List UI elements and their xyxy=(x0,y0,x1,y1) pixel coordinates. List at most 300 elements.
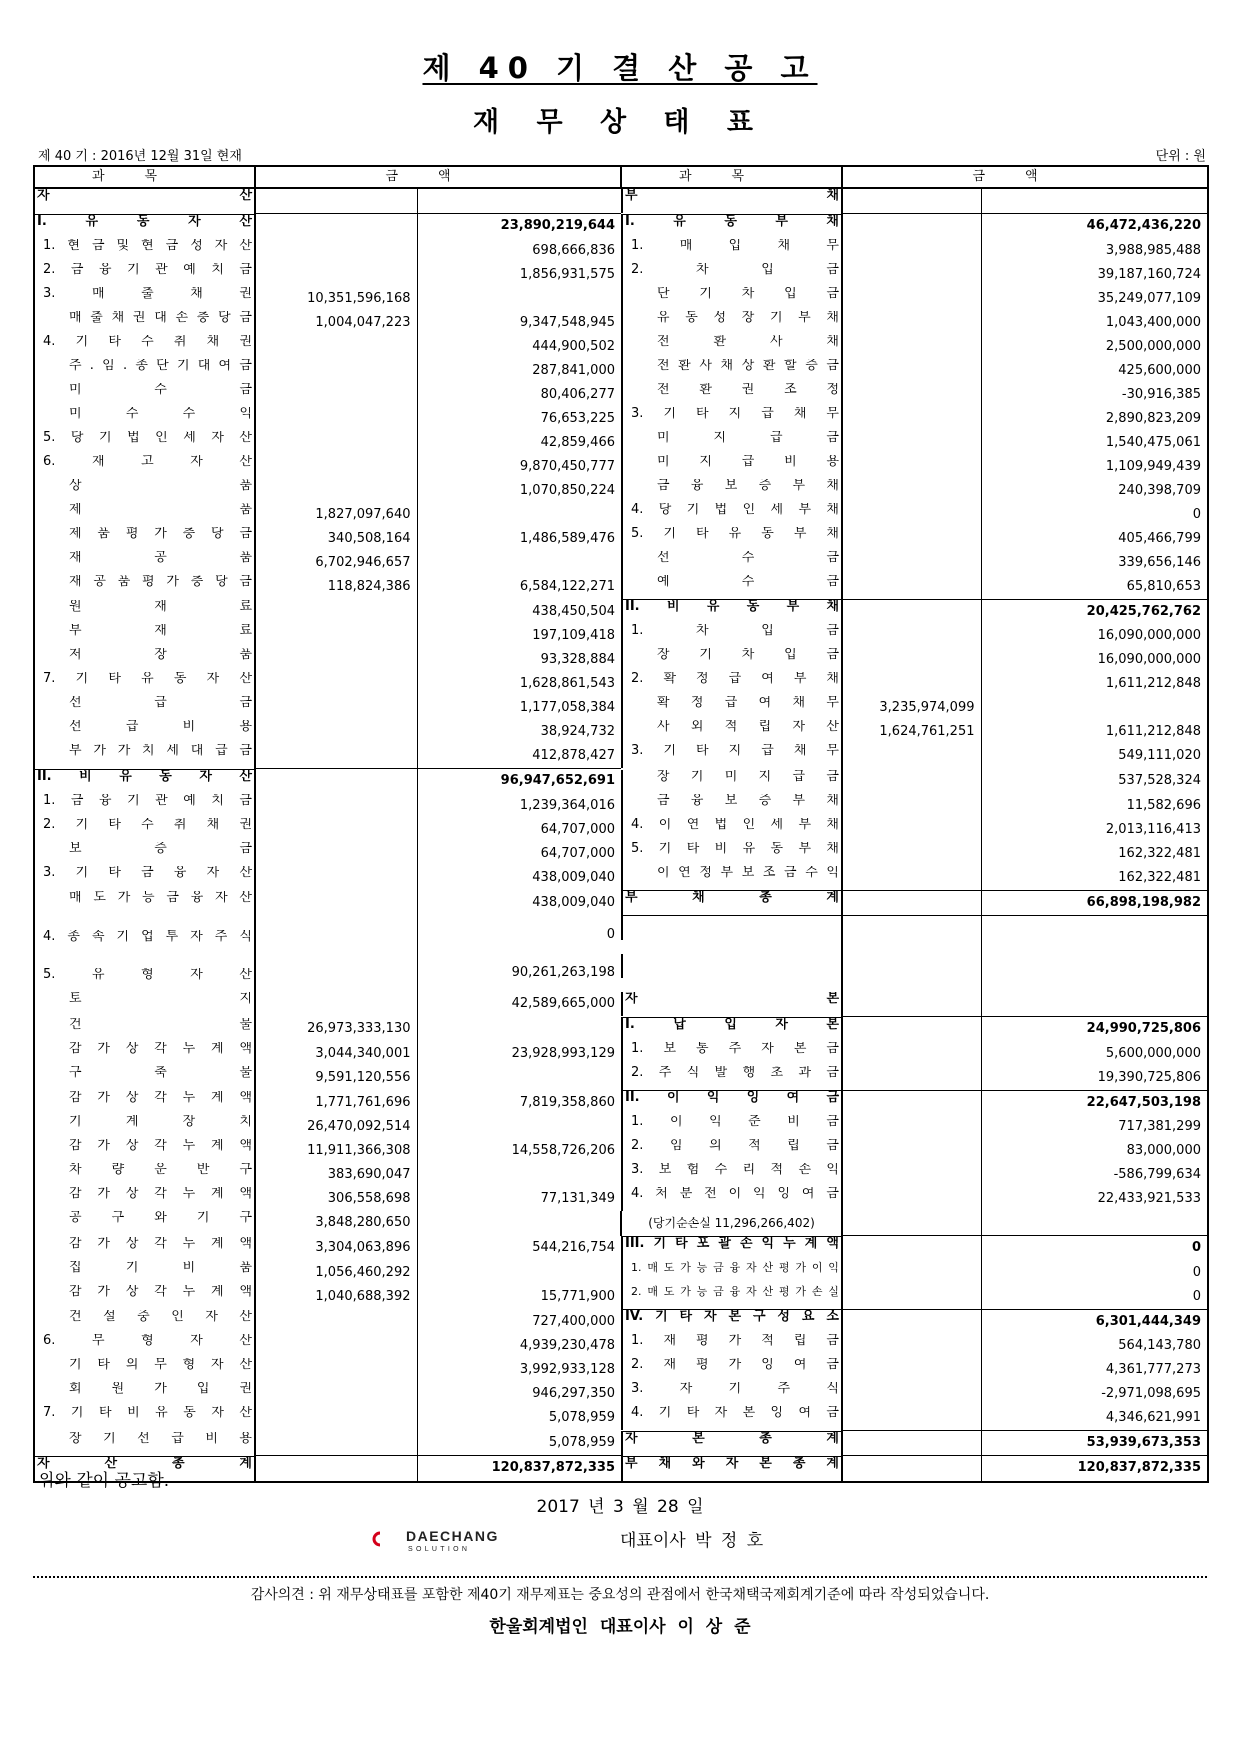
asset-amount xyxy=(417,287,621,311)
asset-account-label: 공 구 와 기 구 xyxy=(69,1211,252,1225)
liability-sub-amount xyxy=(842,842,981,866)
asset-account-label: 6. 무 형 자 산 xyxy=(43,1334,252,1348)
liability-account-label: I. 납 입 자 본 xyxy=(621,1017,841,1042)
asset-account-label: 기 타 의 무 형 자 산 xyxy=(69,1358,252,1372)
liability-amount xyxy=(981,992,1208,1017)
liability-sub-amount xyxy=(842,794,981,818)
table-row xyxy=(34,359,1208,383)
asset-sub-amount xyxy=(255,1358,417,1382)
asset-sub-amount xyxy=(255,720,417,744)
liability-account-label: 사 외 적 립 자 산 xyxy=(621,720,841,744)
liability-account-label xyxy=(621,954,841,978)
liability-amount: 16,090,000,000 xyxy=(981,624,1208,648)
asset-account-label: 3. 기 타 금 융 자 산 xyxy=(43,865,252,880)
table-row xyxy=(34,1187,1208,1211)
asset-account-label: 미 수 금 xyxy=(69,382,252,397)
liability-sub-amount xyxy=(842,1309,981,1334)
liability-account-label: 2. 주 식 발 행 초 과 금 xyxy=(621,1066,841,1090)
asset-account-label: 4. 기 타 수 취 채 권 xyxy=(43,334,252,349)
asset-amount: 946,297,350 xyxy=(417,1382,621,1406)
asset-account-label: 보 증 금 xyxy=(69,841,252,856)
asset-account-label: 감 가 상 각 누 계 액 xyxy=(69,1041,252,1056)
liability-sub-amount xyxy=(842,1261,981,1285)
asset-account-label: 6. 재 고 자 산 xyxy=(43,454,252,469)
table-row xyxy=(34,287,1208,311)
header-item-liabilities: 과목 xyxy=(621,166,842,188)
liability-amount xyxy=(981,188,1208,214)
liability-account-label: 예 수 금 xyxy=(621,575,841,599)
liability-account-label: 전 환 사 채 상 환 할 증 금 xyxy=(621,359,841,383)
asset-amount: 1,856,931,575 xyxy=(417,263,621,287)
asset-amount xyxy=(417,1211,621,1236)
liability-account-label: 금 융 보 증 부 채 xyxy=(621,479,841,503)
dotted-divider xyxy=(33,1576,1207,1578)
liability-sub-amount xyxy=(842,1406,981,1431)
liability-sub-amount: 3,235,974,099 xyxy=(842,696,981,720)
liability-sub-amount xyxy=(842,407,981,431)
liability-amount: 162,322,481 xyxy=(981,866,1208,891)
asset-amount: 1,177,058,384 xyxy=(417,696,621,720)
asset-account-label: II. 비 유 동 자 산 xyxy=(35,769,254,794)
asset-amount: 38,924,732 xyxy=(417,720,621,744)
company-logo xyxy=(368,1524,528,1554)
equity-note: (당기순손실 11,296,266,402) xyxy=(621,1211,842,1236)
liability-account-label: 금 융 보 증 부 채 xyxy=(621,794,841,818)
table-row xyxy=(34,1431,1208,1456)
table-row xyxy=(34,818,1208,842)
asset-amount: 444,900,502 xyxy=(417,335,621,359)
unit-label: 단위 : 원 xyxy=(1155,149,1206,164)
asset-sub-amount: 26,973,333,130 xyxy=(255,1017,417,1042)
liability-amount: 339,656,146 xyxy=(981,551,1208,575)
asset-amount: 438,009,040 xyxy=(417,866,621,891)
liability-amount: 6,301,444,349 xyxy=(981,1309,1208,1334)
asset-account-label: 건 설 중 인 자 산 xyxy=(69,1310,252,1324)
balance-sheet-table xyxy=(33,165,1209,1483)
asset-sub-amount: 3,044,340,001 xyxy=(255,1042,417,1066)
liability-sub-amount xyxy=(842,648,981,672)
liability-amount: 2,500,000,000 xyxy=(981,335,1208,359)
liability-account-label: 3. 보 험 수 리 적 손 익 xyxy=(621,1163,841,1187)
liability-account-label: 3. 기 타 지 급 채 무 xyxy=(621,407,841,431)
liability-amount: 0 xyxy=(981,503,1208,527)
liability-account-label: 부 채 와 자 본 총 계 xyxy=(621,1456,841,1481)
asset-account-label: 감 가 상 각 누 계 액 xyxy=(69,1187,252,1201)
asset-sub-amount xyxy=(255,1382,417,1406)
asset-account-label: 1. 금 융 기 관 예 치 금 xyxy=(43,793,252,808)
liability-amount: 65,810,653 xyxy=(981,575,1208,600)
liability-amount: -30,916,385 xyxy=(981,383,1208,407)
asset-account-label: 제 품 xyxy=(69,502,252,517)
asset-amount: 23,928,993,129 xyxy=(417,1042,621,1066)
table-row xyxy=(34,1334,1208,1358)
asset-amount: 90,261,263,198 xyxy=(417,954,621,992)
liability-account-label: 자 본 총 계 xyxy=(621,1431,841,1456)
asset-amount xyxy=(417,1163,621,1187)
table-row xyxy=(34,527,1208,551)
liability-account-label: 미 지 급 비 용 xyxy=(621,455,841,479)
liability-amount: 537,528,324 xyxy=(981,769,1208,794)
asset-amount: 698,666,836 xyxy=(417,239,621,263)
asset-account-label: 차 량 운 반 구 xyxy=(69,1163,252,1177)
asset-amount: 1,486,589,476 xyxy=(417,527,621,551)
asset-amount: 412,878,427 xyxy=(417,744,621,769)
liability-account-label: 1. 보 통 주 자 본 금 xyxy=(621,1042,841,1066)
liability-account-label: 1. 매 입 채 무 xyxy=(621,239,841,263)
table-row xyxy=(34,744,1208,769)
liability-amount: 240,398,709 xyxy=(981,479,1208,503)
asset-sub-amount: 1,004,047,223 xyxy=(255,311,417,335)
asset-amount: 5,078,959 xyxy=(417,1406,621,1431)
asset-amount: 5,078,959 xyxy=(417,1431,621,1456)
asset-sub-amount xyxy=(255,992,417,1017)
period-label: 제 40 기 : 2016년 12월 31일 현재 xyxy=(38,149,242,164)
audit-opinion: 감사의견 : 위 재무상태표를 포함한 제40기 재무제표는 중요성의 관점에서 한국채택국제회계기준에 따라 작성되었습니다. xyxy=(250,1587,990,1603)
liability-sub-amount xyxy=(842,503,981,527)
asset-amount: 197,109,418 xyxy=(417,624,621,648)
table-row xyxy=(34,915,1208,954)
liability-account-label: II. 이 익 잉 여 금 xyxy=(621,1090,841,1115)
asset-amount: 0 xyxy=(417,915,621,954)
table-row xyxy=(34,890,1208,915)
asset-amount: 23,890,219,644 xyxy=(417,214,621,239)
liability-account-label: 2. 임 의 적 립 금 xyxy=(621,1139,841,1163)
liability-sub-amount xyxy=(842,769,981,794)
liability-sub-amount xyxy=(842,624,981,648)
liability-sub-amount xyxy=(842,1163,981,1187)
liability-account-label: 부 채 총 계 xyxy=(621,890,841,915)
asset-sub-amount: 1,771,761,696 xyxy=(255,1090,417,1115)
table-row xyxy=(34,672,1208,696)
liability-amount: 120,837,872,335 xyxy=(981,1456,1208,1482)
asset-amount xyxy=(417,1261,621,1285)
header-item-assets: 과목 xyxy=(34,166,255,188)
asset-sub-amount: 1,827,097,640 xyxy=(255,503,417,527)
asset-account-label: 감 가 상 각 누 계 액 xyxy=(69,1091,252,1105)
table-row xyxy=(34,866,1208,891)
asset-sub-amount xyxy=(255,648,417,672)
liability-account-label: 자 본 xyxy=(621,992,841,1016)
asset-amount: 42,859,466 xyxy=(417,431,621,455)
asset-sub-amount xyxy=(255,954,417,992)
liability-sub-amount xyxy=(842,1090,981,1115)
liability-sub-amount xyxy=(842,890,981,915)
liability-amount: 1,611,212,848 xyxy=(981,720,1208,744)
liability-account-label: 이 연 정 부 보 조 금 수 익 xyxy=(621,866,841,890)
asset-sub-amount: 3,848,280,650 xyxy=(255,1211,417,1236)
liability-sub-amount xyxy=(842,359,981,383)
asset-amount: 93,328,884 xyxy=(417,648,621,672)
liability-account-label: 미 지 급 금 xyxy=(621,431,841,455)
liability-sub-amount xyxy=(842,1042,981,1066)
asset-amount: 3,992,933,128 xyxy=(417,1358,621,1382)
liability-sub-amount xyxy=(842,1358,981,1382)
liability-account-label: 전 환 사 채 xyxy=(621,335,841,359)
asset-account-label: 자 산 xyxy=(37,189,252,203)
announcement-date: 2017 년 3 월 28 일 xyxy=(536,1497,704,1517)
audit-firm: 한울회계법인 대표이사 이 상 준 xyxy=(489,1617,751,1637)
liability-sub-amount xyxy=(842,1066,981,1091)
logo-wordmark: DAECHANG xyxy=(406,1528,499,1544)
asset-amount: 80,406,277 xyxy=(417,383,621,407)
asset-sub-amount: 1,056,460,292 xyxy=(255,1261,417,1285)
asset-sub-amount xyxy=(255,335,417,359)
asset-account-label: 2. 기 타 수 취 채 권 xyxy=(43,817,252,832)
liability-amount: 1,043,400,000 xyxy=(981,311,1208,335)
asset-sub-amount xyxy=(255,1309,417,1334)
asset-sub-amount xyxy=(255,407,417,431)
liability-account-label: 부 채 xyxy=(621,189,841,213)
liability-amount: 20,425,762,762 xyxy=(981,599,1208,624)
table-row xyxy=(34,1382,1208,1406)
liability-account-label: 장 기 차 입 금 xyxy=(621,648,841,672)
liability-account-label: II. 비 유 동 부 채 xyxy=(621,599,841,624)
asset-amount: 76,653,225 xyxy=(417,407,621,431)
announcement-statement: 위와 같이 공고함. xyxy=(38,1471,170,1491)
table-row xyxy=(34,239,1208,263)
table-row xyxy=(34,1066,1208,1091)
liability-amount: 717,381,299 xyxy=(981,1115,1208,1139)
table-row xyxy=(34,479,1208,503)
asset-account-label: 부 가 가 치 세 대 급 금 xyxy=(69,744,252,758)
liability-account-label: III. 기 타 포 괄 손 익 누 계 액 xyxy=(621,1236,841,1261)
liability-amount: 0 xyxy=(981,1285,1208,1310)
table-row xyxy=(34,992,1208,1017)
liability-sub-amount xyxy=(842,672,981,696)
asset-amount: 727,400,000 xyxy=(417,1309,621,1334)
liability-amount: 564,143,780 xyxy=(981,1334,1208,1358)
liability-account-label: 전 환 권 조 정 xyxy=(621,383,841,407)
asset-account-label: 토 지 xyxy=(69,992,252,1006)
table-row xyxy=(34,599,1208,624)
liability-amount: -586,799,634 xyxy=(981,1163,1208,1187)
asset-sub-amount xyxy=(255,263,417,287)
asset-amount xyxy=(417,503,621,527)
liability-account-label: 3. 기 타 지 급 채 무 xyxy=(621,744,841,768)
liability-account-label: 4. 이 연 법 인 세 부 채 xyxy=(621,818,841,842)
table-row xyxy=(34,1139,1208,1163)
asset-sub-amount: 6,702,946,657 xyxy=(255,551,417,575)
asset-account-label: 재 공 품 xyxy=(69,550,252,565)
liability-sub-amount xyxy=(842,915,981,954)
liability-sub-amount xyxy=(842,1334,981,1358)
table-row xyxy=(34,263,1208,287)
asset-amount: 42,589,665,000 xyxy=(417,992,621,1017)
table-row xyxy=(34,1406,1208,1431)
table-row xyxy=(34,407,1208,431)
liability-amount: 3,988,985,488 xyxy=(981,239,1208,263)
liability-amount: 1,109,949,439 xyxy=(981,455,1208,479)
asset-account-label: 건 물 xyxy=(69,1017,252,1032)
liability-account-label: 5. 기 타 유 동 부 채 xyxy=(621,527,841,551)
liability-sub-amount xyxy=(842,527,981,551)
table-row xyxy=(34,1236,1208,1261)
liability-amount: 549,111,020 xyxy=(981,744,1208,769)
table-row xyxy=(34,1456,1208,1482)
liability-amount: 2,890,823,209 xyxy=(981,407,1208,431)
liability-sub-amount xyxy=(842,188,981,214)
asset-account-label: 재 공 품 평 가 충 당 금 xyxy=(69,574,252,589)
table-row xyxy=(34,455,1208,479)
liability-amount: 5,600,000,000 xyxy=(981,1042,1208,1066)
liability-amount: 4,346,621,991 xyxy=(981,1406,1208,1431)
liability-amount: 35,249,077,109 xyxy=(981,287,1208,311)
asset-sub-amount: 1,040,688,392 xyxy=(255,1285,417,1310)
liability-account-label: 2. 매 도 가 능 금 융 자 산 평 가 손 실 xyxy=(621,1285,841,1309)
table-row xyxy=(34,335,1208,359)
asset-amount: 96,947,652,691 xyxy=(417,769,621,794)
liability-sub-amount xyxy=(842,1211,981,1236)
page-title: 제 40 기 결 산 공 고 xyxy=(422,51,818,85)
liability-account-label: 1. 이 익 준 비 금 xyxy=(621,1115,841,1139)
liability-account-label: 1. 재 평 가 적 립 금 xyxy=(621,1334,841,1358)
liability-sub-amount xyxy=(842,818,981,842)
asset-amount: 544,216,754 xyxy=(417,1236,621,1261)
asset-amount: 4,939,230,478 xyxy=(417,1334,621,1358)
asset-amount: 1,239,364,016 xyxy=(417,794,621,818)
table-row xyxy=(34,1309,1208,1334)
asset-sub-amount: 11,911,366,308 xyxy=(255,1139,417,1163)
asset-amount: 15,771,900 xyxy=(417,1285,621,1310)
asset-account-label: 감 가 상 각 누 계 액 xyxy=(69,1139,252,1153)
liability-sub-amount xyxy=(842,1139,981,1163)
liability-amount: 53,939,673,353 xyxy=(981,1431,1208,1456)
asset-amount xyxy=(417,1017,621,1042)
liability-amount: 405,466,799 xyxy=(981,527,1208,551)
asset-amount: 77,131,349 xyxy=(417,1187,621,1211)
asset-account-label: 감 가 상 각 누 계 액 xyxy=(69,1236,252,1251)
table-row xyxy=(34,1042,1208,1066)
liability-account-label: 확 정 급 여 채 무 xyxy=(621,696,841,720)
asset-sub-amount xyxy=(255,359,417,383)
asset-amount xyxy=(417,551,621,575)
asset-sub-amount xyxy=(255,1456,417,1482)
asset-sub-amount xyxy=(255,1431,417,1456)
liability-amount: 19,390,725,806 xyxy=(981,1066,1208,1091)
asset-account-label: 선 급 비 용 xyxy=(69,720,252,734)
asset-sub-amount xyxy=(255,383,417,407)
asset-sub-amount xyxy=(255,239,417,263)
liability-sub-amount xyxy=(842,954,981,992)
liability-account-label: 2. 재 평 가 잉 여 금 xyxy=(621,1358,841,1382)
asset-sub-amount: 383,690,047 xyxy=(255,1163,417,1187)
liability-amount: 11,582,696 xyxy=(981,794,1208,818)
liability-account-label: 4. 기 타 자 본 잉 여 금 xyxy=(621,1406,841,1430)
table-row xyxy=(34,954,1208,992)
asset-amount: 7,819,358,860 xyxy=(417,1090,621,1115)
liability-sub-amount xyxy=(842,551,981,575)
liability-amount: 22,433,921,533 xyxy=(981,1187,1208,1211)
liability-sub-amount xyxy=(842,1285,981,1310)
liability-sub-amount xyxy=(842,479,981,503)
liability-account-label: 4. 당 기 법 인 세 부 채 xyxy=(621,503,841,527)
asset-amount: 438,009,040 xyxy=(417,890,621,915)
liability-sub-amount xyxy=(842,455,981,479)
table-row xyxy=(34,1285,1208,1310)
asset-amount: 14,558,726,206 xyxy=(417,1139,621,1163)
liability-sub-amount xyxy=(842,383,981,407)
table-row xyxy=(34,1163,1208,1187)
asset-sub-amount xyxy=(255,479,417,503)
liability-account-label xyxy=(621,915,841,940)
asset-sub-amount xyxy=(255,915,417,954)
table-row xyxy=(34,311,1208,335)
liability-amount: 0 xyxy=(981,1236,1208,1261)
liability-sub-amount xyxy=(842,287,981,311)
liability-sub-amount xyxy=(842,263,981,287)
asset-account-label: 4. 종 속 기 업 투 자 주 식 xyxy=(43,930,252,944)
liability-account-label: 장 기 미 지 급 금 xyxy=(621,770,841,794)
liability-sub-amount xyxy=(842,992,981,1017)
liability-account-label: 2. 확 정 급 여 부 채 xyxy=(621,672,841,696)
table-row xyxy=(34,842,1208,866)
table-row xyxy=(34,720,1208,744)
asset-sub-amount xyxy=(255,431,417,455)
asset-amount xyxy=(417,188,621,214)
liability-sub-amount xyxy=(842,214,981,239)
table-row xyxy=(34,575,1208,600)
table-row xyxy=(34,769,1208,794)
header-amount-liabilities: 금액 xyxy=(842,166,1208,188)
asset-amount xyxy=(417,1066,621,1091)
table-row xyxy=(34,794,1208,818)
header-amount-assets: 금액 xyxy=(255,166,621,188)
asset-account-label: 구 축 물 xyxy=(69,1065,252,1080)
asset-sub-amount xyxy=(255,214,417,239)
liability-amount: 4,361,777,273 xyxy=(981,1358,1208,1382)
asset-account-label: 7. 기 타 유 동 자 산 xyxy=(43,672,252,686)
table-row xyxy=(34,1211,1208,1236)
liability-account-label: 1. 매 도 가 능 금 융 자 산 평 가 이 익 xyxy=(621,1261,841,1285)
liability-account-label: I. 유 동 부 채 xyxy=(621,214,841,239)
asset-sub-amount xyxy=(255,744,417,769)
asset-account-label: 1. 현 금 및 현 금 성 자 산 xyxy=(43,238,252,253)
table-row xyxy=(34,503,1208,527)
asset-sub-amount xyxy=(255,842,417,866)
statement-title: 재 무 상 태 표 xyxy=(472,107,767,138)
liability-amount: 2,013,116,413 xyxy=(981,818,1208,842)
liability-amount: -2,971,098,695 xyxy=(981,1382,1208,1406)
asset-amount: 6,584,122,271 xyxy=(417,575,621,600)
liability-account-label: 1. 차 입 금 xyxy=(621,624,841,648)
asset-account-label: 장 기 선 급 비 용 xyxy=(69,1431,252,1446)
asset-account-label: 5. 유 형 자 산 xyxy=(43,968,252,982)
liability-amount: 39,187,160,724 xyxy=(981,263,1208,287)
asset-sub-amount xyxy=(255,818,417,842)
liability-amount: 16,090,000,000 xyxy=(981,648,1208,672)
asset-amount: 120,837,872,335 xyxy=(417,1456,621,1482)
asset-account-label: 회 원 가 입 권 xyxy=(69,1382,252,1396)
table-row xyxy=(34,624,1208,648)
table-row xyxy=(34,188,1208,214)
asset-sub-amount xyxy=(255,1334,417,1358)
asset-account-label: 3. 매 출 채 권 xyxy=(43,286,252,301)
asset-sub-amount: 10,351,596,168 xyxy=(255,287,417,311)
asset-account-label: 미 수 수 익 xyxy=(69,406,252,421)
liability-account-label: 4. 처 분 전 이 익 잉 여 금 xyxy=(621,1187,841,1211)
liability-amount: 425,600,000 xyxy=(981,359,1208,383)
table-row xyxy=(34,431,1208,455)
table-header-row xyxy=(34,166,1208,188)
liability-amount xyxy=(981,915,1208,954)
asset-amount: 1,070,850,224 xyxy=(417,479,621,503)
asset-account-label: 기 계 장 치 xyxy=(69,1115,252,1129)
asset-amount: 64,707,000 xyxy=(417,818,621,842)
liability-sub-amount xyxy=(842,866,981,891)
table-row xyxy=(34,1358,1208,1382)
asset-sub-amount: 340,508,164 xyxy=(255,527,417,551)
logo-subtext: SOLUTION xyxy=(408,1546,471,1553)
